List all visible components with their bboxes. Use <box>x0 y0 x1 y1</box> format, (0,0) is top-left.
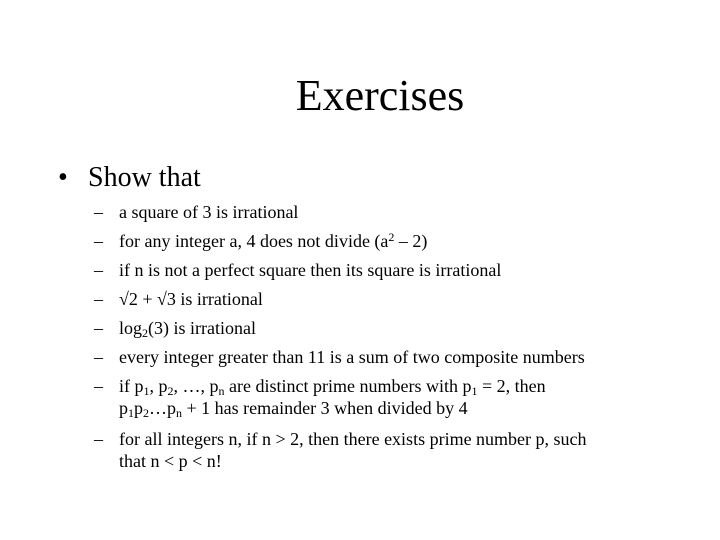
item-text-line: that n < p < n! <box>119 451 222 471</box>
item-text: √2 + √3 is irrational <box>119 289 263 309</box>
text-part: are distinct prime numbers with <box>224 376 463 396</box>
superscript: 2 <box>388 230 395 244</box>
dash-marker: – <box>94 347 103 367</box>
subscript: 1 <box>143 384 150 398</box>
item-text: if n is not a perfect square then its square is irrational <box>119 260 502 280</box>
subscript: n <box>218 384 225 398</box>
item-text-part: (3) is irrational <box>148 318 256 338</box>
item-text-line <box>119 375 546 397</box>
list-item <box>94 259 502 281</box>
item-text: a square of 3 is irrational <box>119 202 299 222</box>
subscript: 1 <box>128 406 134 420</box>
dash-marker: – <box>94 318 103 338</box>
item-text-line <box>119 397 546 419</box>
text-part: p <box>209 376 219 396</box>
bullet-marker: • <box>58 162 68 193</box>
list-item <box>94 288 263 310</box>
text-part: p <box>167 398 176 418</box>
subscript: 1 <box>471 384 478 398</box>
dash-marker: – <box>94 260 103 280</box>
item-text-part: – 2) <box>394 231 428 251</box>
dash-marker: – <box>94 289 103 309</box>
dash-marker: – <box>94 429 103 449</box>
dash-marker: – <box>94 231 103 251</box>
list-item <box>94 375 546 420</box>
list-item <box>94 230 428 252</box>
item-text <box>119 318 256 338</box>
text-part: , <box>149 376 159 396</box>
item-text-part: log <box>119 318 143 338</box>
subscript: n <box>176 406 182 420</box>
list-item <box>94 201 299 223</box>
list-item <box>94 428 587 472</box>
text-part: p <box>158 376 168 396</box>
list-item <box>94 346 585 368</box>
text-part: p <box>119 398 128 418</box>
dash-marker: – <box>94 202 103 222</box>
text-part: , …, <box>173 376 210 396</box>
text-part: p <box>134 376 144 396</box>
list-item <box>94 317 256 340</box>
text-part: + 1 has remainder 3 when divided by 4 <box>182 398 468 418</box>
text-part: = 2, then <box>477 376 546 396</box>
text-part: p <box>462 376 472 396</box>
text-part: if <box>119 376 135 396</box>
item-text-line: for all integers n, if n > 2, then there exists prime number p, such <box>119 429 587 449</box>
text-part: p <box>134 398 143 418</box>
subscript: 2 <box>167 384 174 398</box>
slide-title: Exercises <box>295 71 465 120</box>
dash-marker: – <box>94 376 103 396</box>
text-part: … <box>149 398 167 418</box>
subscript: 2 <box>143 406 149 420</box>
subscript: 2 <box>142 326 149 340</box>
item-text: every integer greater than 11 is a sum of two composite numbers <box>119 347 585 367</box>
item-text <box>119 231 427 251</box>
bullet-text: Show that <box>88 162 201 193</box>
item-text-part: for any integer a, 4 does not divide (a <box>119 231 389 251</box>
